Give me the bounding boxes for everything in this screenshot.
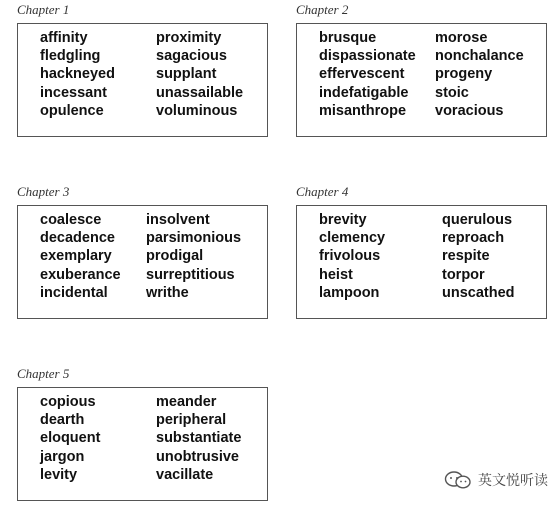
vocab-word: substantiate — [156, 430, 242, 447]
chapter-4-column-left — [319, 211, 385, 302]
vocab-word: unassailable — [156, 84, 244, 101]
vocab-word: morose — [435, 30, 488, 46]
chapter-5-column-right — [156, 393, 241, 484]
vocab-word: meander — [156, 394, 217, 410]
vocab-word: levity — [40, 466, 78, 483]
watermark — [444, 470, 548, 490]
vocab-word: dearth — [40, 412, 85, 429]
vocab-word: lampoon — [319, 284, 380, 301]
vocab-word: fledgling — [40, 48, 101, 65]
vocab-word: torpor — [442, 266, 485, 283]
vocab-word: dispassionate — [319, 48, 416, 65]
vocab-word: hackneyed — [40, 66, 115, 83]
wechat-logo-icon — [444, 470, 472, 490]
vocab-word: misanthrope — [319, 102, 407, 119]
chapter-1-column-right — [156, 29, 243, 120]
vocab-word: progeny — [435, 66, 493, 83]
chapter-5-title: Chapter 5 — [17, 366, 70, 381]
vocab-word: brevity — [319, 212, 367, 228]
vocab-word: heist — [319, 266, 353, 283]
vocab-word: respite — [442, 248, 490, 265]
vocab-word: querulous — [442, 212, 513, 228]
chapter-3-column-left — [40, 211, 121, 302]
vocab-word: supplant — [156, 66, 217, 83]
vocab-word: incidental — [40, 284, 108, 301]
vocab-word: unscathed — [442, 284, 515, 301]
vocab-word: sagacious — [156, 48, 227, 65]
vocab-word: brusque — [319, 30, 377, 46]
chapter-1-column-left — [40, 29, 115, 120]
vocab-word: voluminous — [156, 102, 238, 119]
vocab-word: copious — [40, 394, 96, 410]
chapter-5-column-left — [40, 393, 100, 484]
vocab-word: writhe — [146, 284, 189, 301]
vocab-word: affinity — [40, 30, 88, 46]
vocab-word: jargon — [40, 448, 85, 465]
vocab-word: unobtrusive — [156, 448, 239, 465]
chapter-2-title: Chapter 2 — [296, 2, 349, 17]
chapter-3-column-right — [146, 211, 241, 302]
vocab-word: exuberance — [40, 266, 121, 283]
vocab-word: nonchalance — [435, 48, 524, 65]
chapter-4-title: Chapter 4 — [296, 184, 349, 199]
vocab-word: clemency — [319, 230, 386, 247]
vocab-word: eloquent — [40, 430, 101, 447]
vocab-word: exemplary — [40, 248, 112, 265]
chapter-4-column-right — [442, 211, 515, 302]
vocab-word: frivolous — [319, 248, 381, 265]
vocab-word: surreptitious — [146, 266, 235, 283]
vocab-word: parsimonious — [146, 230, 242, 247]
vocab-word: proximity — [156, 30, 222, 46]
vocab-word: stoic — [435, 84, 469, 101]
chapter-3-title: Chapter 3 — [17, 184, 70, 199]
chapter-1-word-box — [17, 23, 268, 137]
vocab-word: effervescent — [319, 66, 405, 83]
vocab-word: opulence — [40, 102, 104, 119]
vocab-word: incessant — [40, 84, 107, 101]
chapter-5-word-box — [17, 387, 268, 501]
chapter-2-column-right — [435, 29, 524, 120]
chapter-3-word-box — [17, 205, 268, 319]
vocab-word: indefatigable — [319, 84, 409, 101]
vocab-word: reproach — [442, 230, 505, 247]
vocab-word: insolvent — [146, 212, 210, 228]
chapter-2-column-left — [319, 29, 416, 120]
vocab-word: prodigal — [146, 248, 204, 265]
vocab-word: coalesce — [40, 212, 102, 228]
watermark-text: 英文悦听读 — [478, 473, 548, 489]
vocab-word: vacillate — [156, 466, 214, 483]
vocab-word: decadence — [40, 230, 115, 247]
chapter-2-word-box — [296, 23, 547, 137]
chapter-4-word-box — [296, 205, 547, 319]
vocab-word: voracious — [435, 102, 504, 119]
vocab-word: peripheral — [156, 412, 227, 429]
chapter-1-title: Chapter 1 — [17, 2, 70, 17]
